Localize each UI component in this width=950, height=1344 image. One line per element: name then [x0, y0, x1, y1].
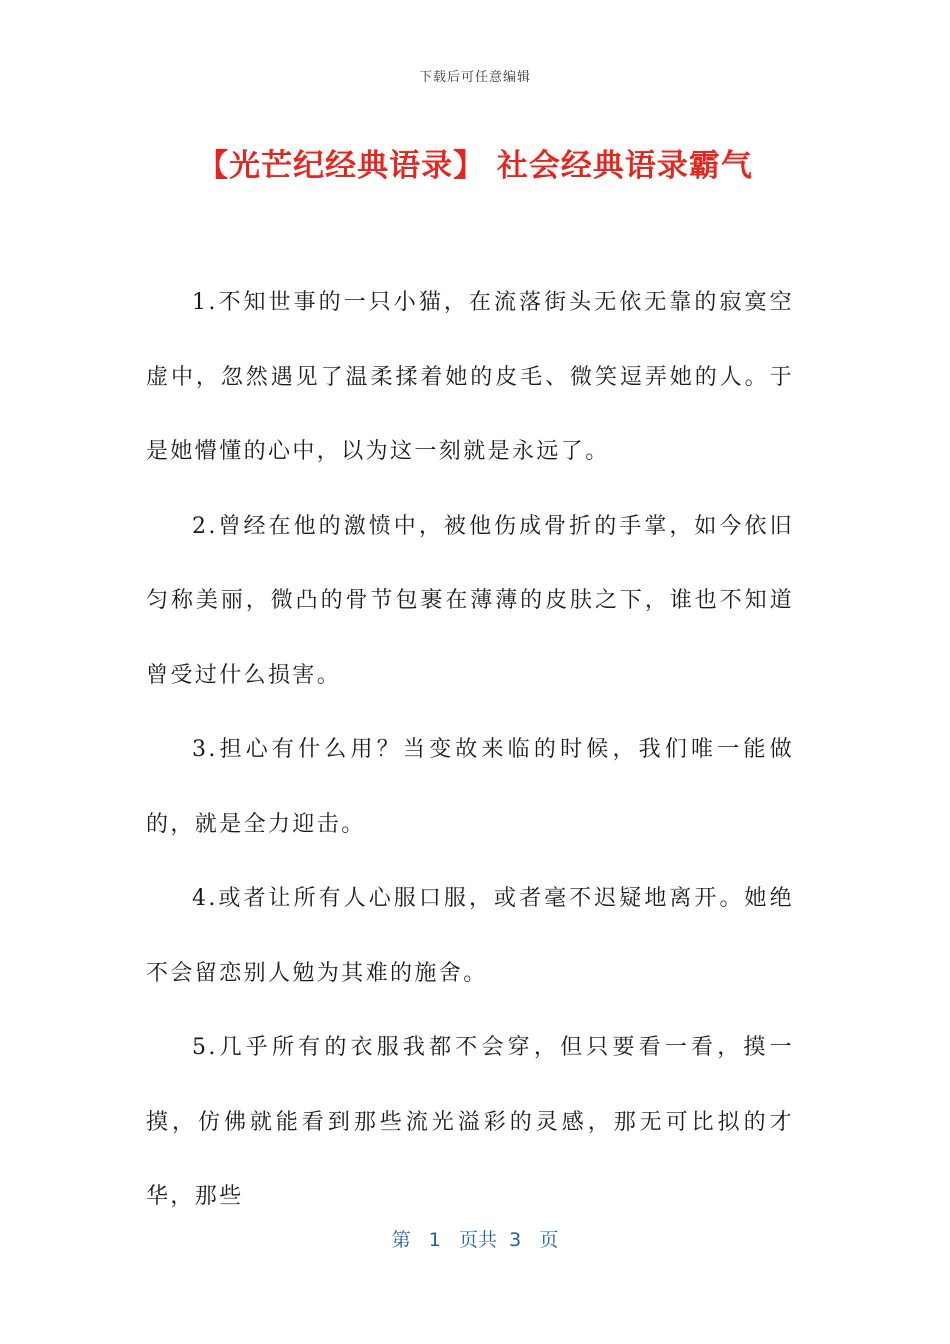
total-pages-number: 3 [509, 1229, 522, 1251]
document-title: 【光芒纪经典语录】 社会经典语录霸气 [197, 148, 753, 184]
paragraph-1: 1.不知世事的一只小猫，在流落街头无依无靠的寂寞空虚中，忽然遇见了温柔揉着她的皮毛、微笑逗弄她的人。于是她懵懂的心中，以为这一刻就是永远了。 [146, 290, 794, 464]
footer-suffix: 页 [539, 1229, 559, 1251]
paragraph-4: 4.或者让所有人心服口服，或者毫不迟疑地离开。她绝不会留恋别人勉为其难的施舍。 [146, 886, 794, 986]
paragraph-3: 3.担心有什么用？当变故来临的时候，我们唯一能做的，就是全力迎击。 [146, 737, 794, 837]
page-footer [0, 1225, 950, 1252]
paragraph-2: 2.曾经在他的激愤中，被他伤成骨折的手掌，如今依旧匀称美丽，微凸的骨节包裹在薄薄的皮肤之下，谁也不知道曾受过什么损害。 [146, 513, 794, 688]
footer-middle: 页共 [459, 1229, 498, 1251]
footer-prefix: 第 [391, 1229, 411, 1251]
header-note: 下载后可任意编辑 [418, 70, 531, 85]
document-body [146, 266, 794, 1235]
current-page-number: 1 [428, 1229, 441, 1251]
paragraph-5: 5.几乎所有的衣服我都不会穿，但只要看一看，摸一摸，仿佛就能看到那些流光溢彩的灵感，那无可比拟的才华，那些 [146, 1035, 794, 1209]
